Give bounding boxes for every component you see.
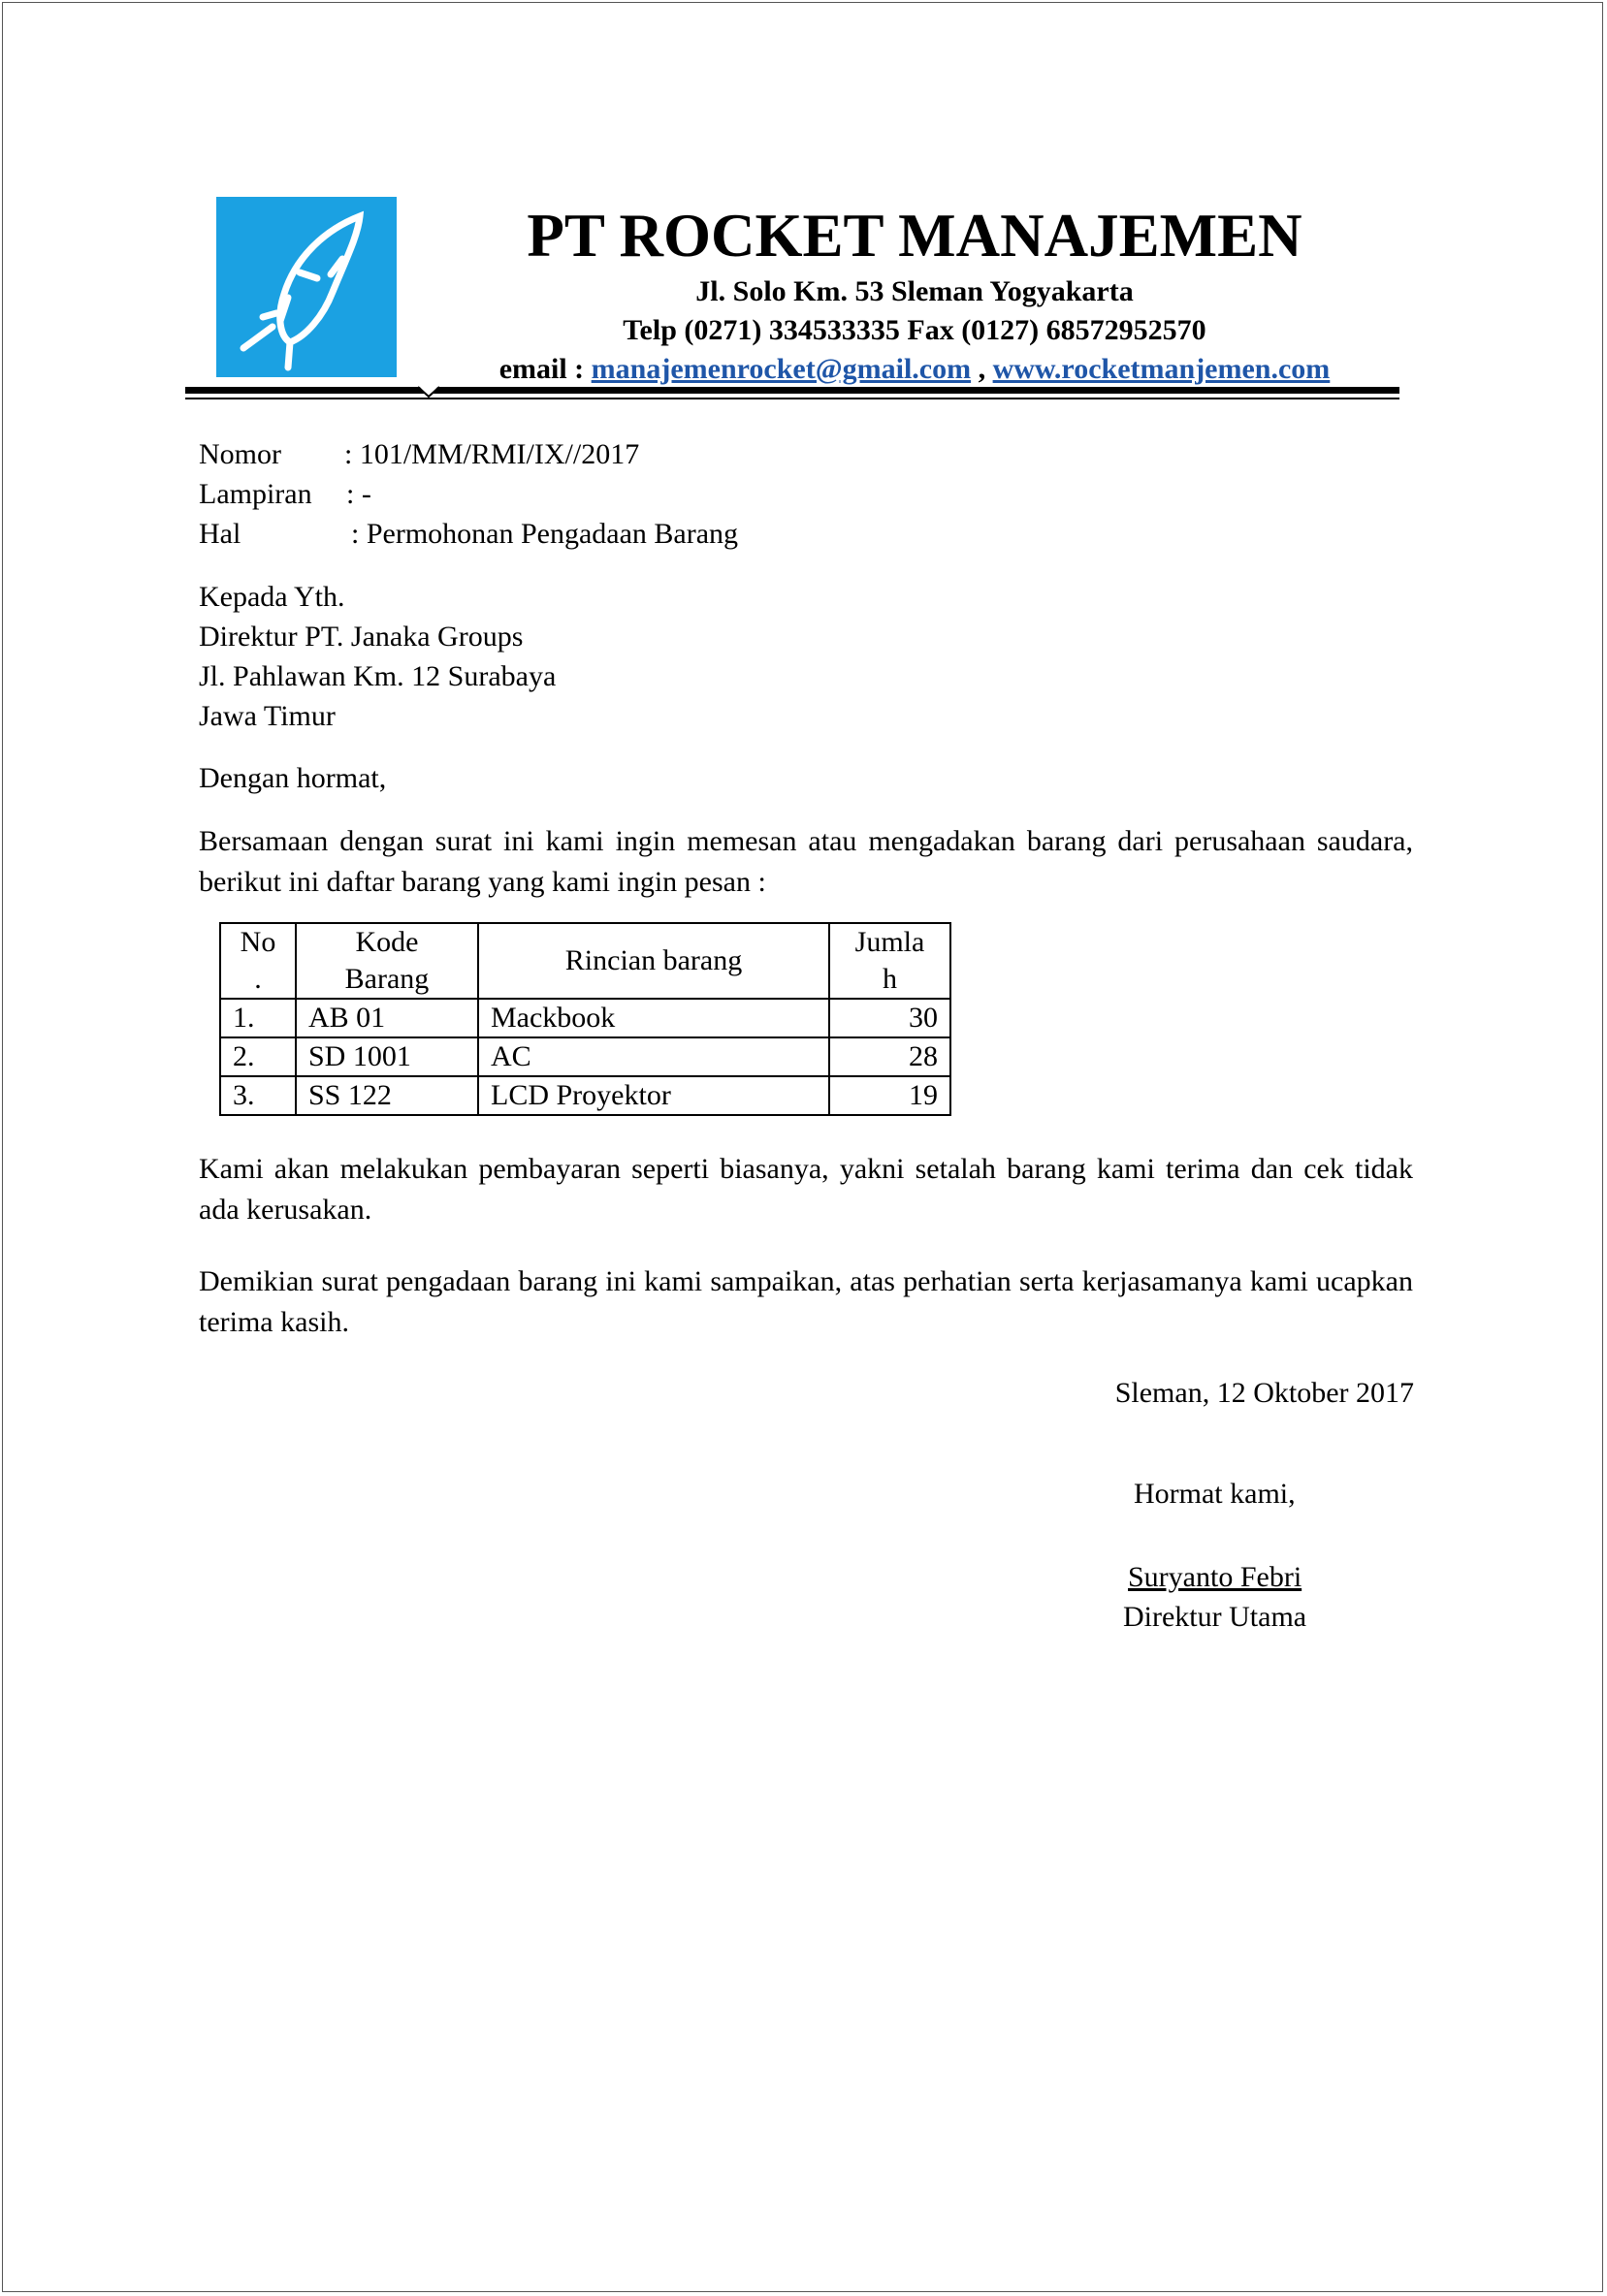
- recipient-line-2: Direktur PT. Janaka Groups: [199, 621, 524, 653]
- nomor-label: Nomor: [199, 438, 281, 470]
- website-link[interactable]: www.rocketmanjemen.com: [992, 353, 1331, 385]
- meta-lampiran: [199, 475, 371, 514]
- lampiran-label: Lampiran: [199, 478, 312, 510]
- header-rincian: Rincian barang: [478, 923, 829, 999]
- rule-notch-icon: [418, 385, 439, 399]
- header-jumlah-line2: h: [883, 963, 897, 995]
- nomor-value: : 101/MM/RMI/IX//2017: [344, 438, 640, 470]
- email-link[interactable]: manajemenrocket@gmail.com: [591, 353, 972, 385]
- header-kode-line2: Barang: [344, 963, 430, 995]
- cell-jumlah: 28: [829, 1037, 950, 1076]
- link-separator: ,: [971, 353, 993, 385]
- recipient-line-3: Jl. Pahlawan Km. 12 Surabaya: [199, 660, 557, 692]
- company-address: Jl. Solo Km. 53 Sleman Yogyakarta: [695, 275, 1134, 307]
- header-jumlah: [829, 923, 950, 999]
- table-header-row: [220, 923, 950, 999]
- letter-page: [2, 2, 1603, 2292]
- hal-value: : Permohonan Pengadaan Barang: [351, 518, 739, 550]
- place-date: Sleman, 12 Oktober 2017: [1114, 1377, 1414, 1409]
- cell-no: 1.: [220, 999, 296, 1037]
- cell-no: 2.: [220, 1037, 296, 1076]
- cell-rincian: AC: [478, 1037, 829, 1076]
- table-row: [220, 999, 950, 1037]
- items-table: [219, 922, 951, 1116]
- recipient-line-4: Jawa Timur: [199, 700, 336, 732]
- company-email-line: [323, 350, 1506, 389]
- email-label: email :: [498, 353, 592, 385]
- table-row: [220, 1076, 950, 1115]
- header-rule-thin: [185, 398, 1399, 399]
- company-contact: Telp (0271) 334533335 Fax (0127) 68572952570: [623, 314, 1206, 346]
- signer-name: Suryanto Febri: [1128, 1561, 1302, 1593]
- signer-title: Direktur Utama: [1123, 1601, 1307, 1633]
- header-kode: [296, 923, 478, 999]
- paragraph-intro: Bersamaan dengan surat ini kami ingin memesan atau mengadakan barang dari perusahaan saudara, berikut ini daftar barang yang kami ingin pesan :: [199, 825, 1413, 898]
- cell-kode: SS 122: [296, 1076, 478, 1115]
- header-rule-thick: [185, 387, 1399, 394]
- cell-no: 3.: [220, 1076, 296, 1115]
- cell-rincian: Mackbook: [478, 999, 829, 1037]
- hal-label: Hal: [199, 518, 241, 550]
- header-no-line2: .: [254, 963, 262, 995]
- recipient-line-1: Kepada Yth.: [199, 581, 345, 613]
- paragraph-payment: Kami akan melakukan pembayaran seperti biasanya, yakni setalah barang kami terima dan cek tidak ada kerusakan.: [199, 1153, 1413, 1226]
- meta-nomor: [199, 435, 639, 474]
- header-no: [220, 923, 296, 999]
- cell-jumlah: 19: [829, 1076, 950, 1115]
- greeting: Dengan hormat,: [199, 762, 387, 794]
- regards: Hormat kami,: [1134, 1478, 1296, 1510]
- cell-jumlah: 30: [829, 999, 950, 1037]
- cell-kode: AB 01: [296, 999, 478, 1037]
- header-kode-line1: Kode: [355, 926, 419, 958]
- cell-rincian: LCD Proyektor: [478, 1076, 829, 1115]
- cell-kode: SD 1001: [296, 1037, 478, 1076]
- lampiran-value: : -: [346, 478, 371, 510]
- company-name: PT ROCKET MANAJEMEN: [527, 202, 1302, 270]
- table-row: [220, 1037, 950, 1076]
- paragraph-closing: Demikian surat pengadaan barang ini kami sampaikan, atas perhatian serta kerjasamanya kami ucapkan terima kasih.: [199, 1265, 1413, 1338]
- meta-hal: [199, 515, 738, 554]
- header-no-line1: No: [240, 926, 276, 958]
- header-jumlah-line1: Jumla: [854, 926, 925, 958]
